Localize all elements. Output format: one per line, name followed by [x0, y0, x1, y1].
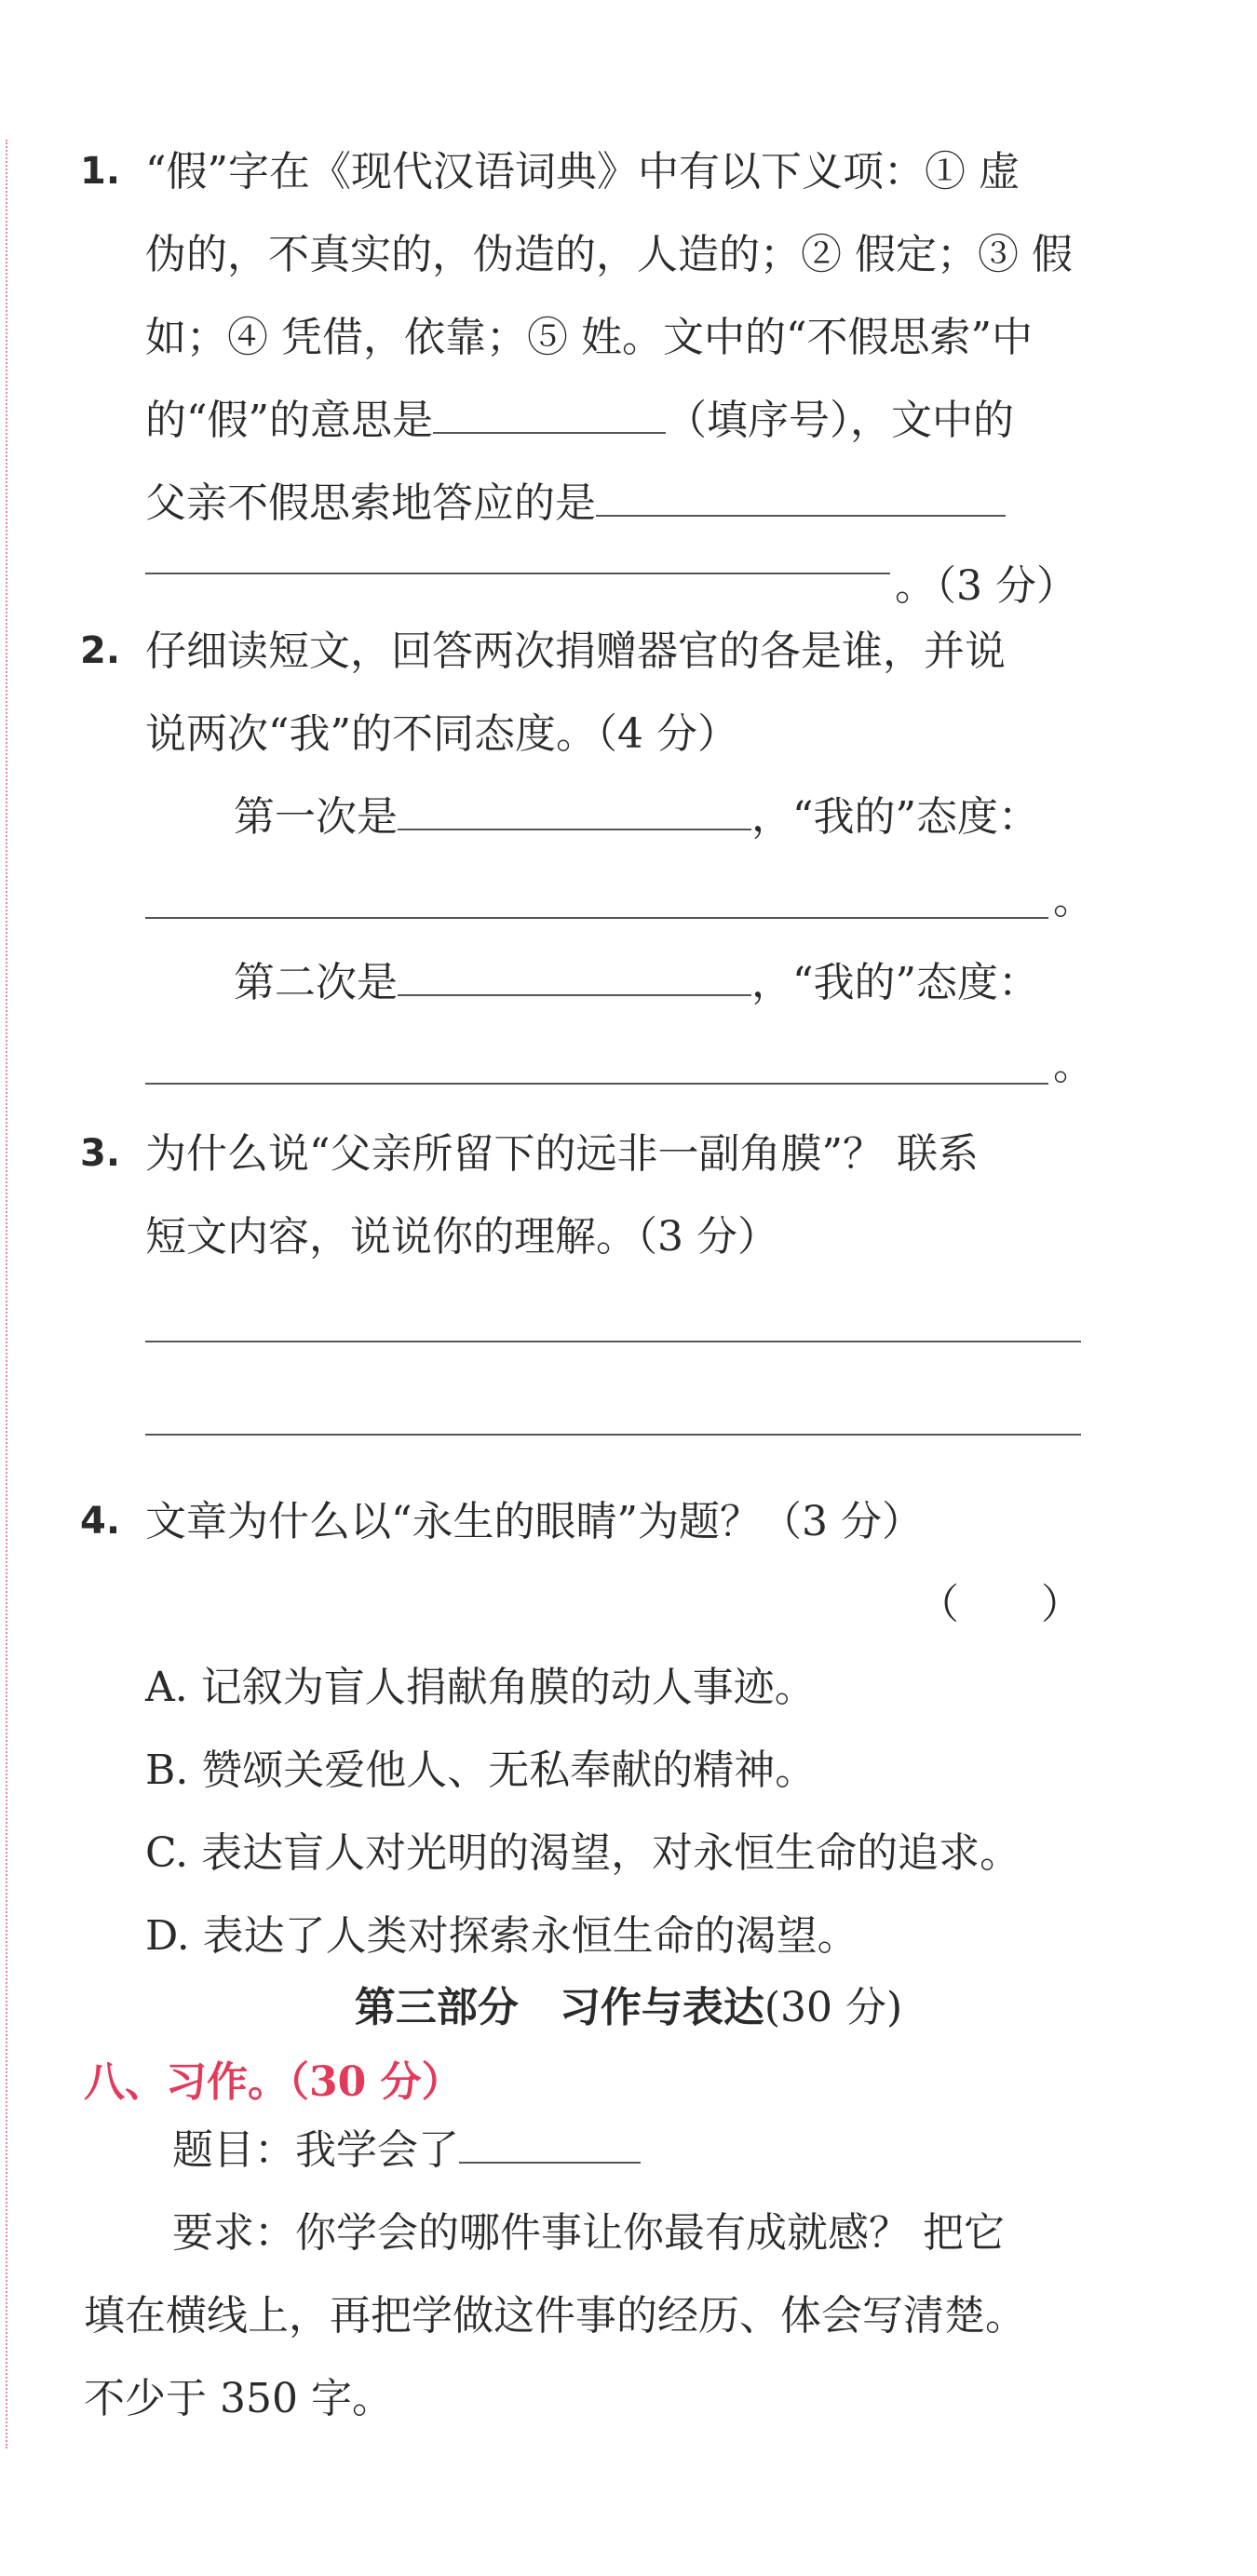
question-number: 4. [80, 1500, 121, 1543]
section-title-text: 第三部分 习作与表达 [354, 1984, 764, 2031]
answer-prompt: ，“我的”态度： [751, 959, 1039, 1006]
question-text: 伪的，不真实的，伪造的，人造的；② 假定；③ 假 [145, 231, 1073, 278]
question-number: 2. [80, 629, 121, 672]
answer-line[interactable] [145, 1434, 1081, 1436]
answer-row [234, 775, 1039, 858]
answer-line[interactable] [145, 917, 1048, 919]
writing-requirement: 要求：你学会的哪件事让你最有成就感？ 把它 [172, 2209, 1005, 2257]
topic-label: 题目：我学会了 [172, 2126, 459, 2174]
answer-prompt: ，“我的”态度： [751, 793, 1039, 841]
question-number: 3. [80, 1132, 121, 1175]
question-score: 。（3 分） [895, 562, 1077, 610]
question-number: 1. [80, 150, 121, 193]
section-title [0, 1974, 1257, 2033]
option-a: A. 记叙为盲人捐献角膜的动人事迹。 [145, 1664, 816, 1711]
question-text [145, 462, 1006, 545]
question-text: 为什么说“父亲所留下的远非一副角膜”？ 联系 [145, 1130, 979, 1178]
option-c: C. 表达盲人对光明的渴望，对永恒生命的追求。 [145, 1829, 1021, 1877]
question-text-part: 的“假”的意思是 [145, 397, 433, 444]
writing-requirement: 填在横线上，再把学做这件事的经历、体会写清楚。 [84, 2292, 1026, 2340]
answer-line[interactable] [145, 1083, 1048, 1085]
question-text: “假”字在《现代汉语词典》中有以下义项：① 虚 [145, 148, 1020, 196]
question-text [145, 379, 1014, 462]
line-end: 。 [1053, 876, 1094, 924]
answer-blank[interactable] [398, 963, 751, 996]
question-text: 短文内容，说说你的理解。（3 分） [145, 1213, 778, 1261]
question-text: 如；④ 凭借，依靠；⑤ 姓。文中的“不假思索”中 [145, 314, 1033, 361]
writing-requirement: 不少于 350 字。 [84, 2375, 393, 2422]
answer-line[interactable] [145, 1341, 1081, 1342]
topic-blank[interactable] [459, 2130, 641, 2164]
answer-blank[interactable] [433, 400, 666, 434]
option-b: B. 赞颂关爱他人、无私奉献的精神。 [145, 1747, 817, 1794]
answer-prompt: 第二次是 [234, 959, 398, 1006]
answer-line[interactable] [145, 573, 890, 574]
question-text: 仔细读短文，回答两次捐赠器官的各是谁，并说 [145, 627, 1006, 675]
writing-topic [172, 2109, 641, 2192]
section-title-score: (30 分) [764, 1984, 903, 2031]
option-d: D. 表达了人类对探索永恒生命的渴望。 [145, 1912, 858, 1960]
answer-blank[interactable] [596, 483, 1006, 517]
answer-blank[interactable] [398, 797, 751, 830]
line-end: 。 [1053, 1042, 1094, 1089]
question-text-part: 父亲不假思索地答应的是 [145, 479, 596, 527]
answer-paren[interactable]: （ ） [918, 1581, 1082, 1628]
answer-prompt: 第一次是 [234, 793, 398, 841]
question-text-part: （填序号），文中的 [666, 397, 1014, 444]
question-text: 文章为什么以“永生的眼睛”为题？（3 分） [145, 1498, 923, 1545]
margin-line [6, 140, 7, 2448]
answer-row [234, 941, 1039, 1024]
writing-heading: 八、习作。（30 分） [84, 2058, 463, 2106]
question-text: 说两次“我”的不同态度。（4 分） [145, 710, 738, 758]
